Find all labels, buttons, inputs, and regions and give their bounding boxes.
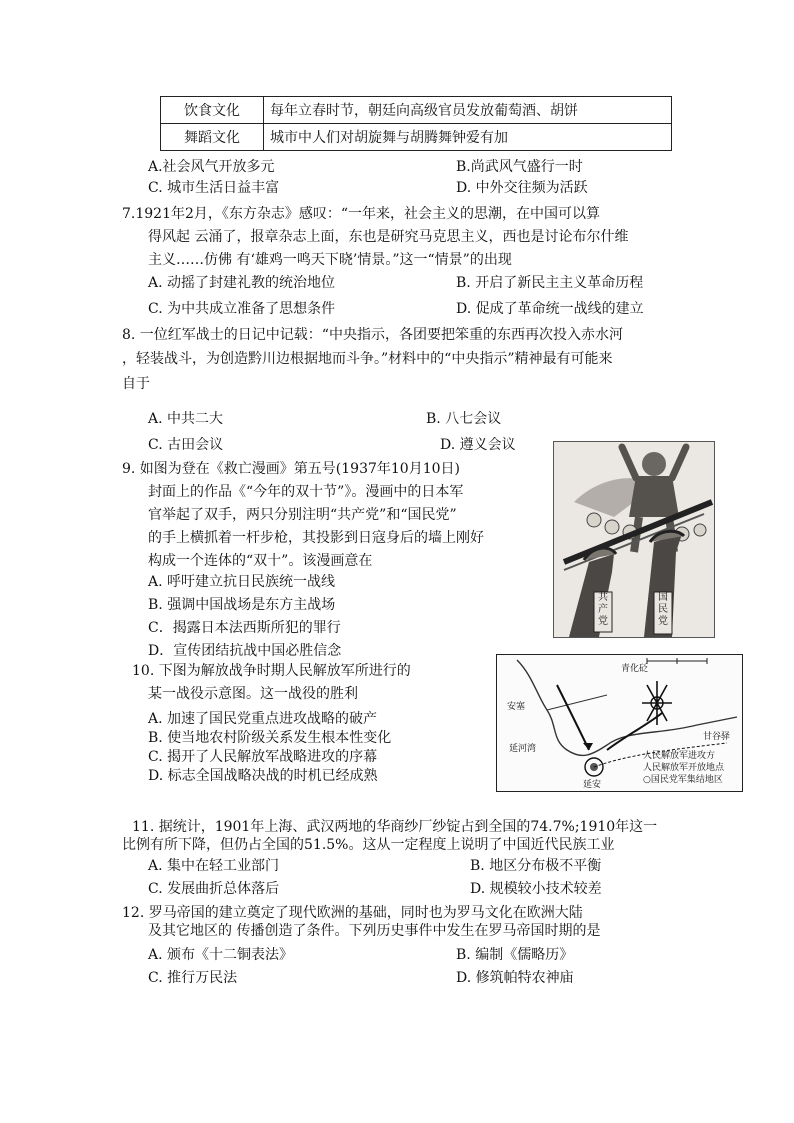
- q7-stem-line: 得风起 云涌了，报章杂志上面，东也是研究马克思主义，西也是讨论布尔什维: [148, 229, 629, 245]
- map-legend-item: ○国民党军集结地区: [643, 775, 723, 785]
- q9-stem-line: 的手上横抓着一杆步枪，其投影到日寇身后的墙上刚好: [148, 530, 484, 546]
- q7-stem-line: 7.1921年2月，《东方杂志》感叹：“一年来，社会主义的思潮，在中国可以算: [122, 206, 601, 222]
- q10-stem-line: 10. 下图为解放战争时期人民解放军所进行的: [132, 663, 411, 679]
- q12-stem-line: 及其它地区的 传播创造了条件。下列历史事件中发生在罗马帝国时期的是: [148, 923, 601, 939]
- cartoon-label-left: 共产党: [598, 592, 608, 627]
- q9-stem-line: 封面上的作品《“今年的双十节”》。漫画中的日本军: [148, 484, 464, 500]
- q11-stem-line: 11. 据统计，1901年上海、武汉两地的华商纱厂纱锭占到全国的74.7%;1910年这一: [132, 819, 658, 835]
- q8-option-a: A. 中共二大: [148, 411, 224, 427]
- q8-stem-line: 自于: [122, 376, 150, 392]
- q7-option-d: D. 促成了革命统一战线的建立: [456, 301, 644, 317]
- table-cell-category: 舞蹈文化: [161, 124, 264, 151]
- cartoon-figure: [553, 441, 715, 638]
- q9-stem-line: 9. 如图为登在《救亡漫画》第五号(1937年10月10日): [122, 461, 460, 477]
- q7-option-c: C. 为中共成立准备了思想条件: [148, 301, 336, 317]
- table-cell-category: 饮食文化: [161, 97, 264, 124]
- q9-option-b: B. 强调中国战场是东方主战场: [148, 597, 336, 613]
- q12-option-d: D. 修筑帕特农神庙: [456, 970, 574, 986]
- q9-stem-line: 构成一个连体的“双十”。该漫画意在: [148, 553, 373, 569]
- q12-stem-line: 12. 罗马帝国的建立奠定了现代欧洲的基础，同时也为罗马文化在欧洲大陆: [122, 905, 583, 921]
- q12-option-b: B. 编制《儒略历》: [456, 947, 574, 963]
- q10-option-b: B. 使当地农村阶级关系发生根本性变化: [148, 730, 392, 746]
- map-legend-item: 人民解放军进攻方: [643, 751, 716, 761]
- q12-option-c: C. 推行万民法: [148, 970, 238, 986]
- q7-option-a: A. 动摇了封建礼教的统治地位: [148, 275, 336, 291]
- q11-option-b: B. 地区分布极不平衡: [470, 858, 602, 874]
- map-place-label: 安塞: [507, 702, 526, 712]
- table-row: [161, 124, 672, 151]
- cartoon-illustration: [554, 442, 714, 637]
- map-place-label: 青化砭: [621, 664, 649, 674]
- q11-option-a: A. 集中在轻工业部门: [148, 858, 280, 874]
- q8-option-b: B. 八七会议: [426, 411, 502, 427]
- q9-stem-line: 官举起了双手，两只分别注明“共产党”和“国民党”: [148, 507, 457, 523]
- q9-option-c: C．揭露日本法西斯所犯的罪行: [148, 620, 341, 636]
- table-row: [161, 97, 672, 124]
- q8-option-d: D. 遵义会议: [440, 437, 516, 453]
- q6-option-c: C. 城市生活日益丰富: [148, 180, 280, 196]
- q8-option-c: C. 古田会议: [148, 437, 224, 453]
- q7-stem-line: 主义……仿佛 有‘雄鸡一鸣天下晓’情景。”这一“情景”的出现: [148, 252, 512, 268]
- q6-option-a: A.社会风气开放多元: [148, 159, 275, 175]
- table-cell-content: 每年立春时节，朝廷向高级官员发放葡萄酒、胡饼: [264, 97, 672, 124]
- culture-table: [160, 96, 672, 151]
- q10-stem-line: 某一战役示意图。这一战役的胜利: [148, 686, 358, 702]
- q9-option-a: A. 呼吁建立抗日民族统一战线: [148, 574, 336, 590]
- q7-option-b: B. 开启了新民主主义革命历程: [456, 275, 644, 291]
- q11-option-c: C. 发展曲折总体落后: [148, 881, 280, 897]
- q6-option-d: D. 中外交往频为活跃: [456, 180, 588, 196]
- map-place-label: 甘谷驿: [703, 732, 731, 742]
- table-cell-content: 城市中人们对胡旋舞与胡腾舞钟爱有加: [264, 124, 672, 151]
- cartoon-label-right: 国民党: [658, 592, 668, 627]
- map-place-label: 延河湾: [509, 744, 537, 754]
- q8-stem-line: 8. 一位红军战士的日记中记载：“中央指示，各团要把笨重的东西再次投入赤水河: [122, 327, 623, 343]
- q8-stem-line: ，轻装战斗，为创造黔川边根据地而斗争。”材料中的“中央指示”精神最有可能来: [122, 351, 613, 367]
- q10-option-a: A. 加速了国民党重点进攻战略的破产: [148, 711, 378, 727]
- q6-option-b: B.尚武风气盛行一时: [456, 159, 583, 175]
- q12-option-a: A. 颁布《十二铜表法》: [148, 947, 294, 963]
- q11-stem-line: 比例有所下降，但仍占全国的51.5%。这从一定程度上说明了中国近代民族工业: [122, 837, 615, 853]
- map-legend-item: 人民解放军开放地点: [643, 763, 725, 773]
- map-place-label: 延安: [583, 780, 602, 790]
- battle-map: [496, 654, 743, 792]
- q10-option-c: C. 揭开了人民解放军战略进攻的序幕: [148, 749, 378, 765]
- q11-option-d: D. 规模较小技术较差: [470, 881, 602, 897]
- q10-option-d: D. 标志全国战略决战的时机已经成熟: [148, 768, 378, 784]
- q9-option-d: D．宣传团结抗战中国必胜信念: [148, 643, 342, 659]
